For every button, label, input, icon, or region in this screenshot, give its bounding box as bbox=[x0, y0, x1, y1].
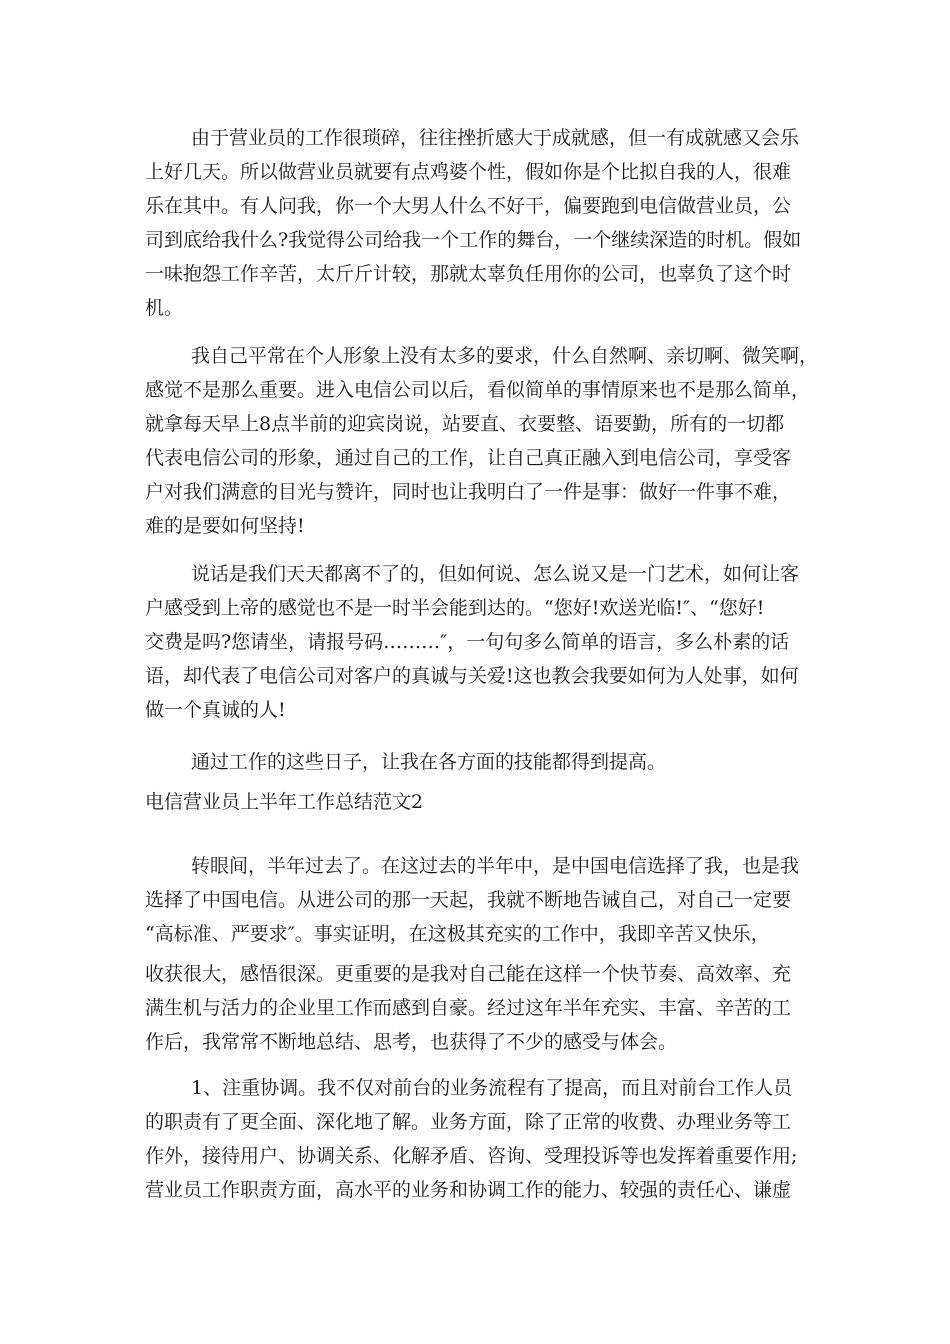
paragraph-line: 作后，我常常不断地总结、思考，也获得了不少的感受与体会。 bbox=[145, 1031, 678, 1053]
paragraph-line: 交费是吗?您请坐，请报号码………″，一句句多么简单的语言，多么朴素的话 bbox=[145, 631, 790, 653]
paragraph-line: 说话是我们天天都离不了的，但如何说、怎么说又是一门艺术，如何让客 bbox=[191, 563, 800, 585]
paragraph-line: 我自己平常在个人形象上没有太多的要求，什么自然啊、亲切啊、微笑啊， bbox=[191, 345, 819, 367]
paragraph-line: 一味抱怨工作辛苦，太斤斤计较，那就太辜负任用你的公司，也辜负了这个时 bbox=[145, 263, 792, 285]
paragraph-line: 作外，接待用户、协调关系、化解矛盾、咨询、受理投诉等也发挥着重要作用; bbox=[145, 1145, 798, 1167]
paragraph-line: 满生机与活力的企业里工作而感到自豪。经过这年半年充实、丰富、辛苦的工 bbox=[145, 997, 792, 1019]
paragraph-line: 语，却代表了电信公司对客户的真诚与关爱!这也教会我要如何为人处事，如何 bbox=[145, 665, 799, 687]
paragraph-line: 户感受到上帝的感觉也不是一时半会能到达的。“您好!欢送光临!″、“您好! bbox=[145, 597, 765, 619]
paragraph-line: 就拿每天早上8点半前的迎宾岗说，站要直、衣要整、语要勤，所有的一切都 bbox=[145, 413, 785, 435]
paragraph-line: 代表电信公司的形象，通过自己的工作，让自己真正融入到电信公司，享受客 bbox=[145, 447, 792, 469]
paragraph-line: 1、注重协调。我不仅对前台的业务流程有了提高，而且对前台工作人员 bbox=[191, 1077, 793, 1099]
paragraph-line: 司到底给我什么?我觉得公司给我一个工作的舞台，一个继续深造的时机。假如 bbox=[145, 229, 802, 251]
paragraph-line: 由于营业员的工作很琐碎，往往挫折感大于成就感，但一有成就感又会乐 bbox=[191, 127, 800, 149]
paragraph-line: 户对我们满意的目光与赞许，同时也让我明白了一件是事：做好一件事不难， bbox=[145, 481, 792, 503]
paragraph-line: 收获很大，感悟很深。更重要的是我对自己能在这样一个快节奏、高效率、充 bbox=[145, 963, 792, 985]
section-heading: 电信营业员上半年工作总结范文2 bbox=[145, 791, 424, 813]
paragraph-line: 机。 bbox=[145, 297, 184, 319]
paragraph-line: 通过工作的这些日子，让我在各方面的技能都得到提高。 bbox=[191, 751, 667, 773]
paragraph-line: 做一个真诚的人! bbox=[145, 699, 286, 721]
paragraph-line: 的职责有了更全面、深化地了解。业务方面，除了正常的收费、办理业务等工 bbox=[145, 1111, 792, 1133]
paragraph-line: 营业员工作职责方面，高水平的业务和协调工作的能力、较强的责任心、谦虚 bbox=[145, 1179, 792, 1201]
paragraph-line: 选择了中国电信。从进公司的那一天起，我就不断地告诫自己，对自己一定要 bbox=[145, 889, 792, 911]
paragraph-line: 感觉不是那么重要。进入电信公司以后，看似简单的事情原来也不是那么简单， bbox=[145, 379, 811, 401]
paragraph-line: 上好几天。所以做营业员就要有点鸡婆个性，假如你是个比拟自我的人，很难 bbox=[145, 161, 792, 183]
paragraph-line: 乐在其中。有人问我，你一个大男人什么不好干，偏要跑到电信做营业员，公 bbox=[145, 195, 792, 217]
paragraph-line: “高标准、严要求″。事实证明，在这极其充实的工作中，我即辛苦又快乐， bbox=[145, 923, 770, 945]
paragraph-line: 转眼间，半年过去了。在这过去的半年中，是中国电信选择了我，也是我 bbox=[191, 855, 800, 877]
paragraph-line: 难的是要如何坚持! bbox=[145, 515, 305, 537]
